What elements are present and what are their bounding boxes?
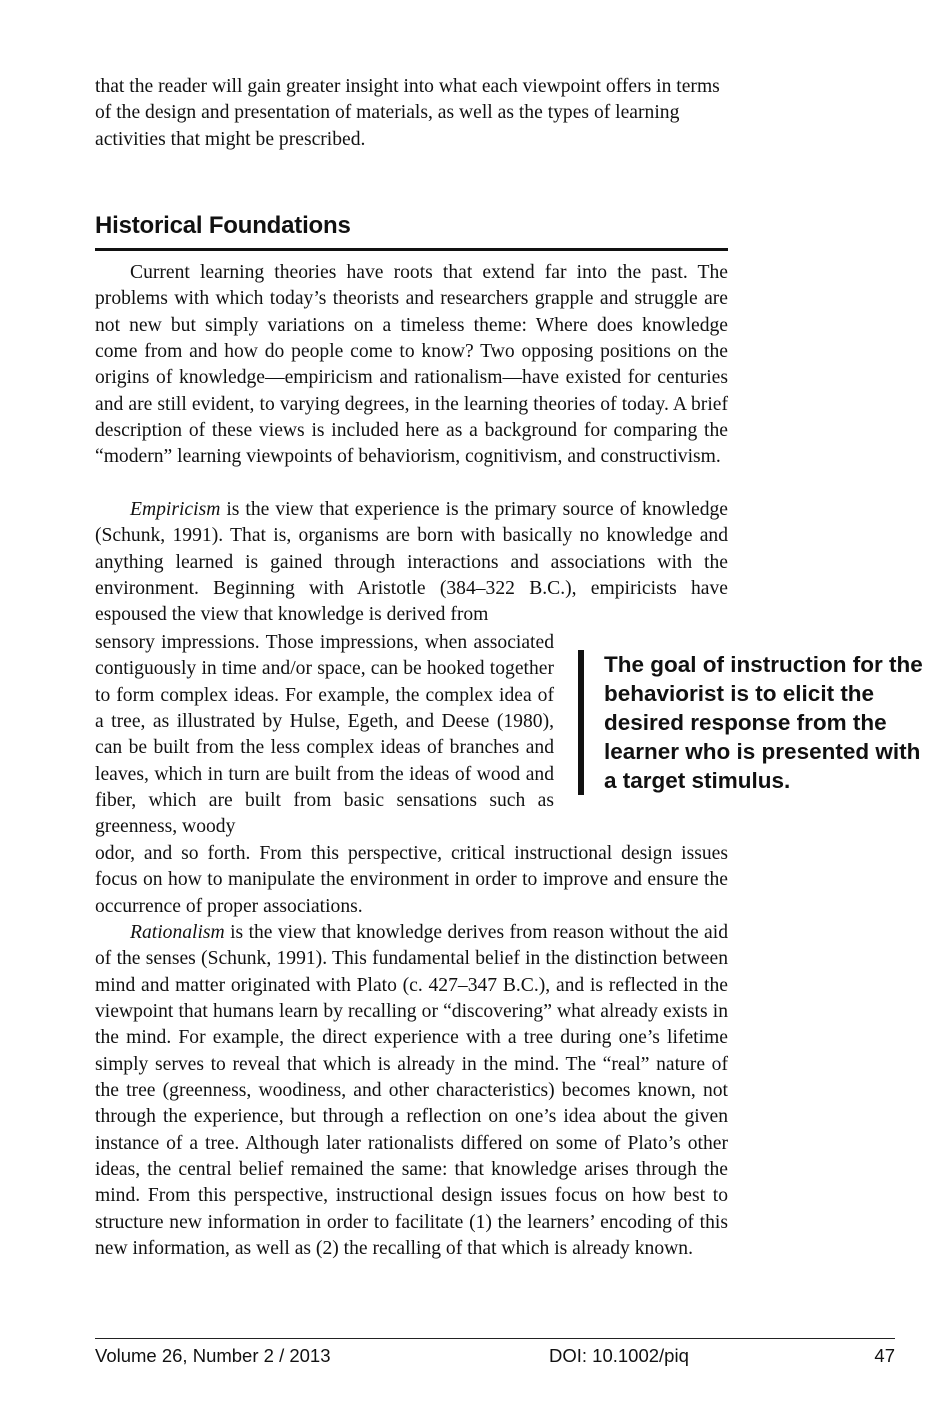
pull-quote	[578, 650, 924, 795]
rationalism-text: is the view that knowledge derives from reason without the aid of the senses (Schunk, 1991). This fundamental belief in the distinction between mind and matter originated with Plato (c. 427–347 B.C.), and is reflected in the viewpoint that humans learn by recalling or “discovering” what already exists in the mind. For example, the direct experience with a tree during one’s lifetime simply serves to reveal that which is already in the mind. The “real” nature of the tree (greenness, woodiness, and other characteristics) becomes known, not through the experience, but through a reflection on one’s idea about the given instance of a tree. Although later rationalists differed on some of Plato’s other ideas, the central belief remained the same: that knowledge arises through the mind. From this perspective, instructional design issues focus on how best to structure new information in order to facilitate (1) the learners’ encoding of this new information, as well as (2) the recalling of that which is already known.	[95, 922, 728, 1260]
empiricism-text: is the view that experience is the primary source of knowledge (Schunk, 1991). That is, organisms are born with basically no knowledge and anything learned is gained through interactions and associations with the environment. Beginning with Aristotle (384–322 B.C.), empiricists have espoused the view that knowledge is derived from	[95, 499, 728, 626]
intro-paragraph: that the reader will gain greater insight into what each viewpoint offers in terms of the design and presentation of materials, as well as the types of learning activities that might be prescribed.	[95, 76, 720, 150]
paragraph-empiricism	[95, 497, 728, 629]
term-rationalism: Rationalism	[130, 922, 225, 943]
footer-rule	[95, 1338, 895, 1339]
paragraph-rationalism	[95, 920, 728, 1262]
footer-doi: DOI: 10.1002/piq	[549, 1345, 689, 1366]
paragraph-empiricism-end: odor, and so forth. From this perspective, critical instructional design issues focus on how to manipulate the environment in order to improve and ensure the occurrence of proper associations.	[95, 843, 728, 917]
paragraph-current-learning-theories: Current learning theories have roots that extend far into the past. The problems with which today’s theorists and researchers grapple and struggle are not new but simply variations on a timeless theme: Where does knowledge come from and how do people come to know? Two opposing positions on the origins of knowledge—empiricism and rationalism—have existed for centuries and are still evident, to varying degrees, in the learning theories of today. A brief description of these views is included here as a background for comparing the “modern” learning viewpoints of behaviorism, cognitivism, and constructivism.	[95, 262, 728, 468]
term-empiricism: Empiricism	[130, 499, 221, 520]
paragraph-empiricism-wrap: sensory impressions. Those impressions, when associated contiguously in time and/or space, can be hooked together to form complex ideas. For example, the complex idea of a tree, as illustrated by Hulse, Egeth, and Deese (1980), can be built from the less complex ideas of branches and leaves, which in turn are built from the ideas of wood and fiber, which are built from basic sensations such as greenness, woody	[95, 632, 554, 838]
section-heading: Historical Foundations	[95, 212, 351, 239]
pull-quote-text: The goal of instruction for the behaviorist is to elicit the desired response from the learner who is presented with a target stimulus.	[604, 652, 923, 793]
heading-rule	[95, 248, 728, 251]
footer-page-number: 47	[874, 1345, 895, 1366]
footer-volume: Volume 26, Number 2 / 2013	[95, 1345, 331, 1366]
